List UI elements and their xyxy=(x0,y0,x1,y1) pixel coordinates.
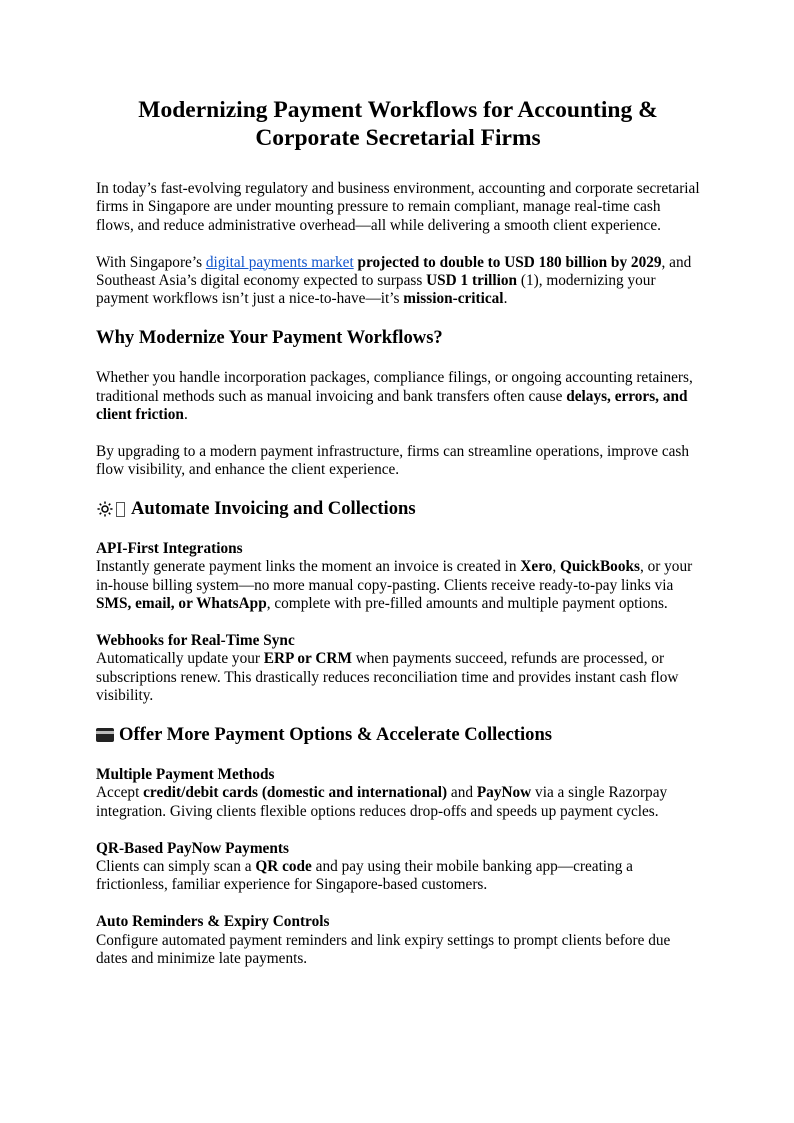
market-bold-trillion: USD 1 trillion xyxy=(426,272,518,290)
qr-text-2: and pay using their mobile banking app—creating a frictionless, familiar experience for Singapore-based customers. xyxy=(96,858,633,894)
options-heading xyxy=(96,724,700,746)
methods-title: Multiple Payment Methods xyxy=(96,766,275,784)
options-heading-text: Offer More Payment Options & Accelerate Collections xyxy=(119,724,553,746)
document-page xyxy=(96,96,700,987)
webhooks-bold-erp: ERP or CRM xyxy=(263,650,352,668)
api-section xyxy=(96,540,700,614)
why-paragraph-2: By upgrading to a modern payment infrastructure, firms can streamline operations, improve cash flow visibility, and enhance the client experience. xyxy=(96,442,690,479)
reminders-text: Configure automated payment reminders and link expiry settings to prompt clients before due dates and minimize late payments. xyxy=(96,931,671,968)
api-text-3: , or your in-house billing system—no more manual copy-pasting. Clients receive ready-to-pay links via xyxy=(96,558,693,594)
automate-heading xyxy=(96,498,700,520)
market-text-end: . xyxy=(503,290,508,308)
api-bold-quickbooks: QuickBooks xyxy=(560,558,640,576)
market-paragraph xyxy=(96,254,700,309)
qr-title: QR-Based PayNow Payments xyxy=(96,839,289,857)
why-heading: Why Modernize Your Payment Workflows? xyxy=(96,327,443,349)
digital-payments-market-link[interactable]: digital payments market xyxy=(205,253,354,271)
market-text-pre: With Singapore’s xyxy=(96,253,206,271)
qr-bold-code: QR code xyxy=(255,858,312,876)
methods-section xyxy=(96,766,700,821)
methods-bold-paynow: PayNow xyxy=(476,784,532,802)
gear-icon xyxy=(96,500,114,518)
webhooks-section xyxy=(96,632,700,706)
methods-text-3: via a single Razorpay integration. Giving clients flexible options reduces drop-offs and speeds up payment cycles. xyxy=(96,784,668,820)
api-text-2: , xyxy=(552,558,561,576)
api-text-1: Instantly generate payment links the moment an invoice is created in xyxy=(96,558,521,576)
credit-card-icon xyxy=(96,728,114,742)
why-bold-delays: delays, errors, and client friction xyxy=(96,387,688,424)
market-text-mid2: (1), modernizing your payment workflows isn’t just a nice-to-have—it’s xyxy=(96,272,656,308)
methods-bold-cards: credit/debit cards (domestic and international) xyxy=(143,784,448,802)
qr-section xyxy=(96,840,700,895)
api-text-4: , complete with pre-filled amounts and multiple payment options. xyxy=(266,595,668,613)
webhooks-text-2: when payments succeed, refunds are processed, or subscriptions renew. This drastically reduces reconciliation time and provides instant cash flow visibility. xyxy=(96,650,679,705)
reminders-title: Auto Reminders & Expiry Controls xyxy=(96,913,330,931)
why-paragraph-1 xyxy=(96,369,700,424)
methods-text-2: and xyxy=(447,784,477,802)
api-title: API-First Integrations xyxy=(96,540,243,558)
api-bold-xero: Xero xyxy=(520,558,553,576)
qr-text-1: Clients can simply scan a xyxy=(96,858,256,876)
market-bold-mission: mission-critical xyxy=(403,290,504,308)
webhooks-title: Webhooks for Real-Time Sync xyxy=(96,632,295,650)
missing-glyph-icon xyxy=(116,502,125,517)
api-bold-channels: SMS, email, or WhatsApp xyxy=(96,595,267,613)
automate-heading-text: Automate Invoicing and Collections xyxy=(131,498,416,520)
intro-paragraph: In today’s fast-evolving regulatory and business environment, accounting and corporate secretarial firms in Singapore are under mounting pressure to remain compliant, manage real-time cash flows, and reduce administrative overhead—all while delivering a smooth client experience. xyxy=(96,180,700,234)
why-text-end: . xyxy=(183,406,188,424)
why-text: Whether you handle incorporation packages, compliance filings, or ongoing accounting retainers, traditional methods such as manual invoicing and bank transfers often cause xyxy=(96,369,693,405)
market-bold-projection: projected to double to USD 180 billion by 2029 xyxy=(353,253,662,271)
methods-text-1: Accept xyxy=(96,784,144,802)
market-text-mid: , and Southeast Asia’s digital economy expected to surpass xyxy=(96,253,692,290)
reminders-section xyxy=(96,913,700,968)
webhooks-text-1: Automatically update your xyxy=(96,650,264,668)
page-title: Modernizing Payment Workflows for Accounting & Corporate Secretarial Firms xyxy=(138,97,658,151)
